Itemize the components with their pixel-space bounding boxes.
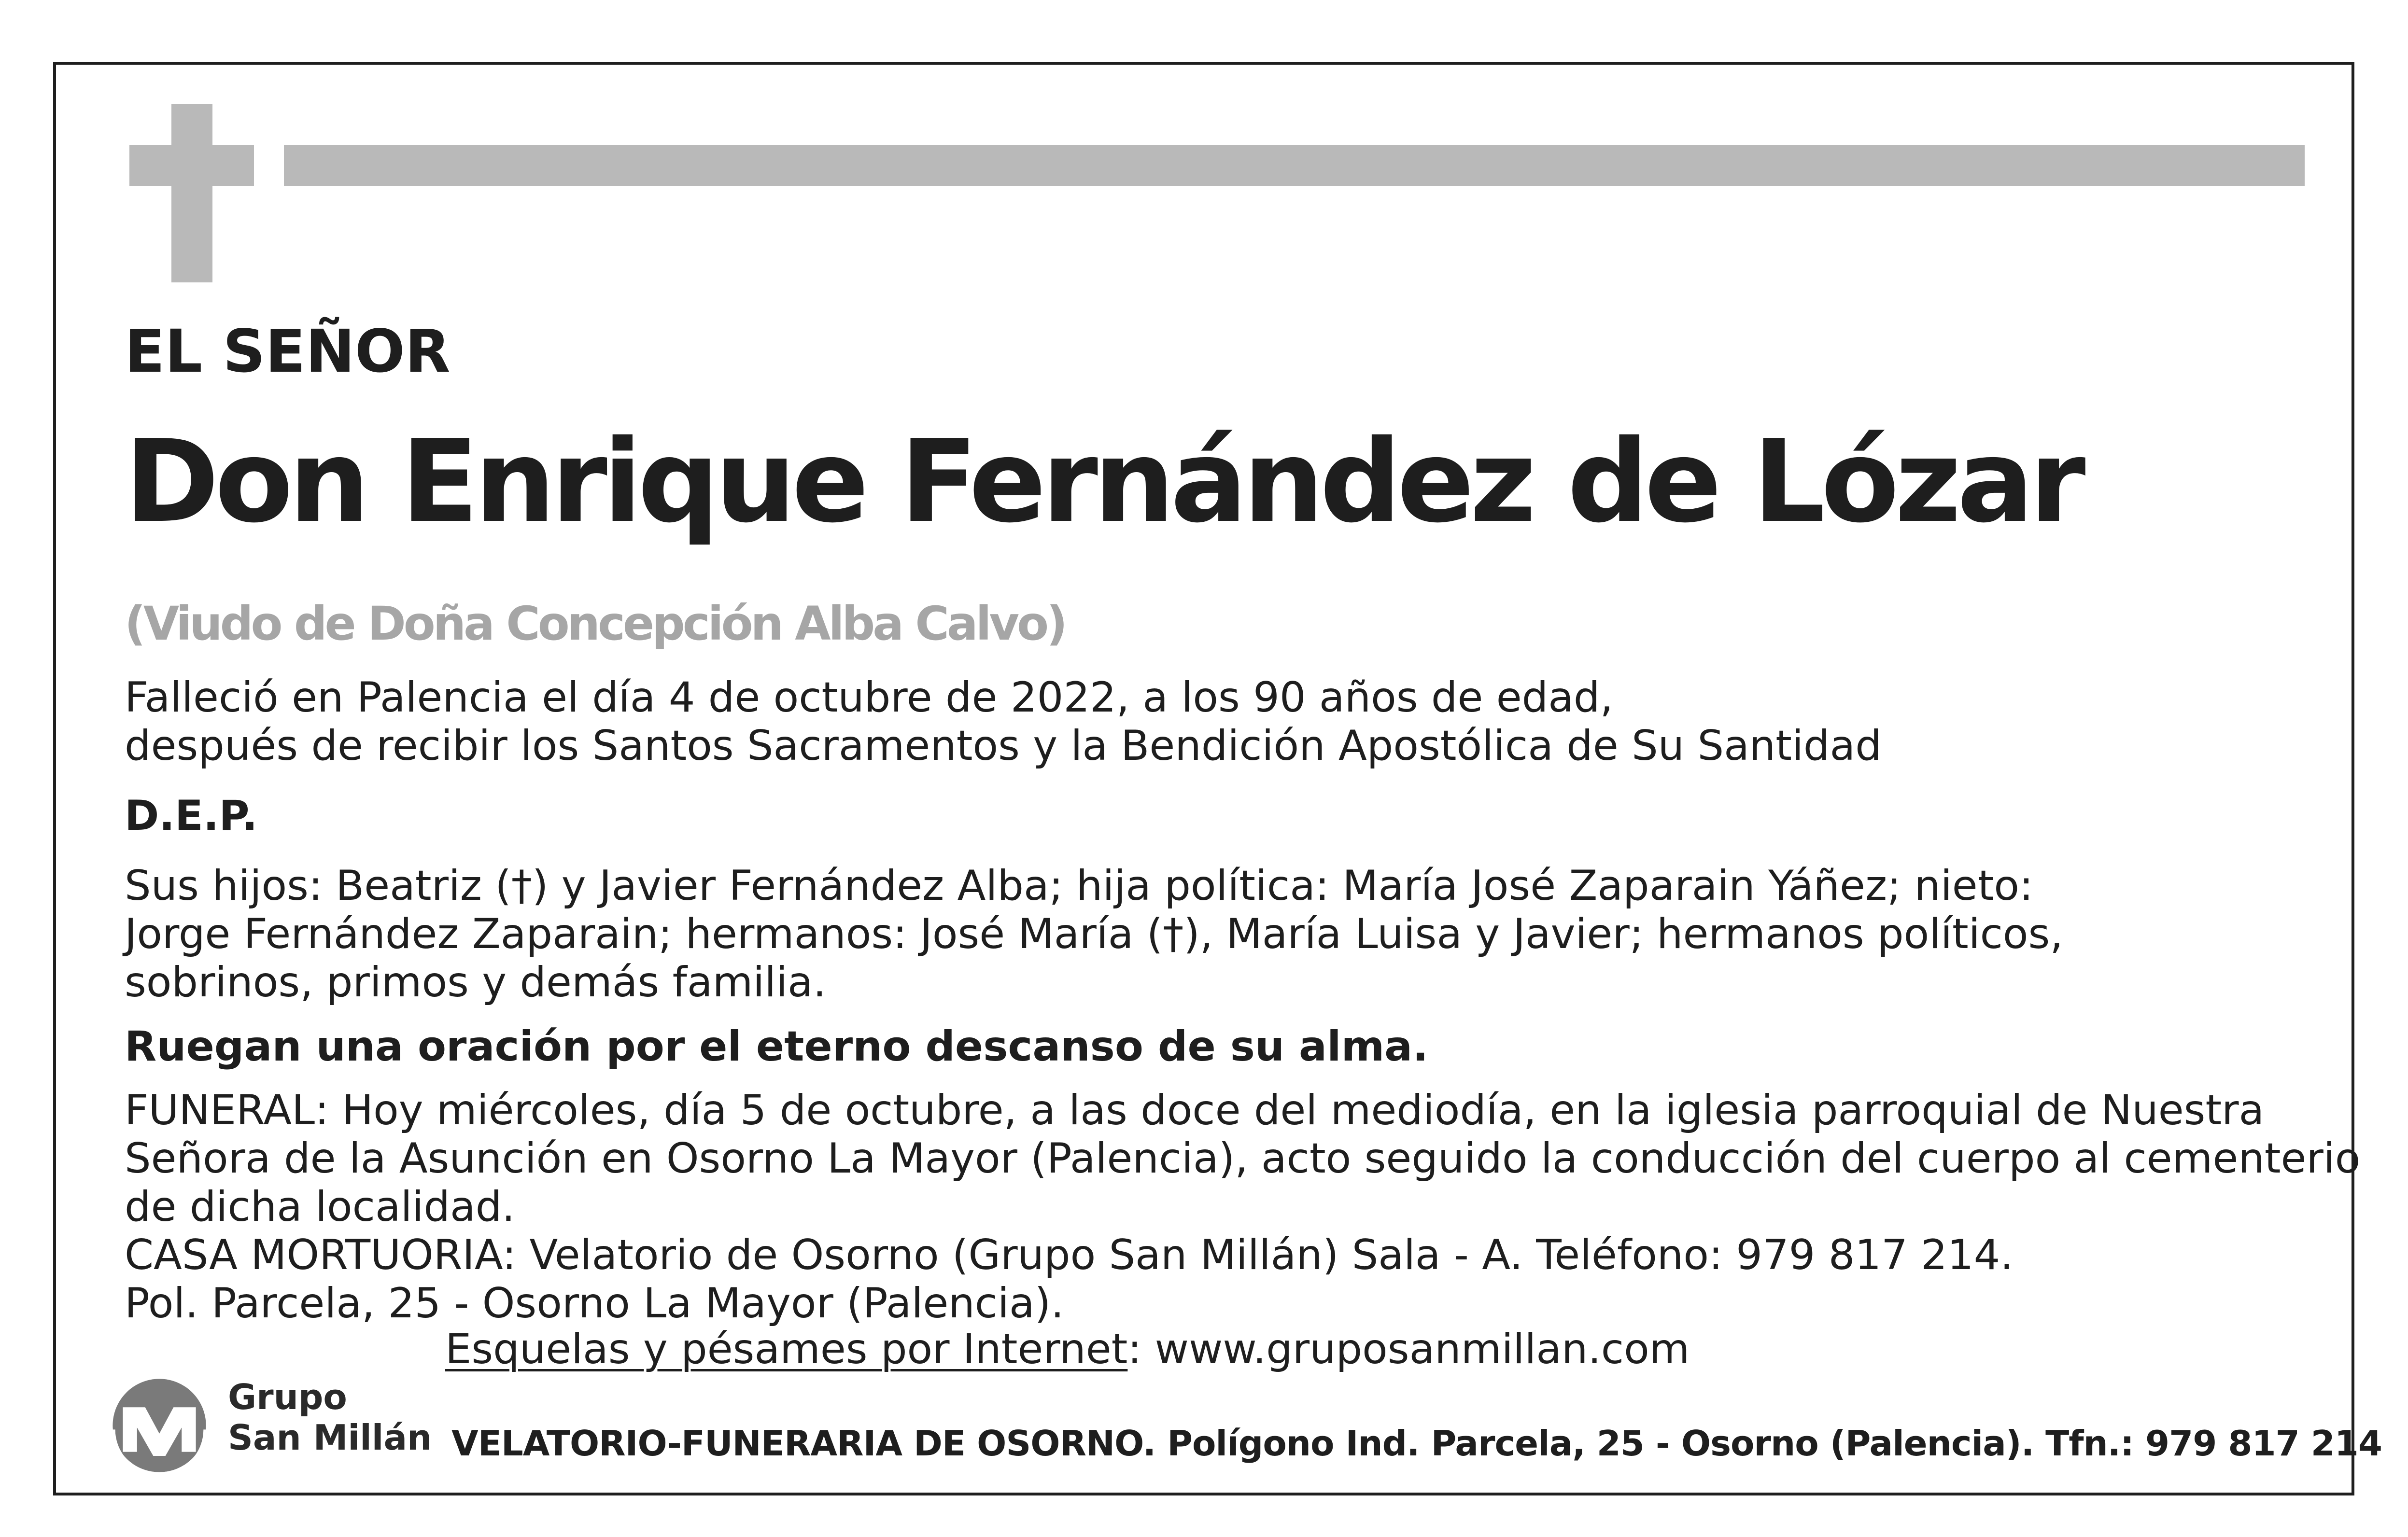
funeral-details: [125, 1086, 2360, 1327]
family-line: Sus hijos: Beatriz (†) y Javier Fernández Alba; hija política: María José Zaparain Yáñez; nieto:: [125, 862, 2034, 910]
logo-line-san-millan: San Millán: [228, 1417, 432, 1458]
notice-title: EL SEÑOR: [125, 317, 451, 386]
funeral-line: CASA MORTUORIA: Velatorio de Osorno (Grupo San Millán) Sala - A. Teléfono: 979 817 214.: [125, 1231, 2014, 1279]
deceased-name: Don Enrique Fernández de Lózar: [125, 415, 2082, 548]
cross-icon-arm: [129, 145, 254, 186]
spouse-subtitle: (Viudo de Doña Concepción Alba Calvo): [125, 597, 1065, 651]
cross-icon: [171, 104, 212, 282]
dep-label: D.E.P.: [125, 792, 258, 840]
internet-line: [445, 1325, 1690, 1373]
website-link[interactable]: www.gruposanmillan.com: [1141, 1325, 1690, 1373]
death-line: después de recibir los Santos Sacramentos y la Bendición Apostólica de Su Santidad: [125, 722, 1882, 770]
family-list: [125, 862, 2063, 1006]
death-line: Falleció en Palencia el día 4 de octubre de 2022, a los 90 años de edad,: [125, 673, 1613, 722]
funeral-home-footer: VELATORIO-FUNERARIA DE OSORNO. Polígono Ind. Parcela, 25 - Osorno (Palencia). Tfn.: 979 817 214: [451, 1423, 2382, 1464]
internet-separator: :: [1127, 1325, 1142, 1373]
death-details: [125, 673, 1882, 770]
family-line: Jorge Fernández Zaparain; hermanos: José María (†), María Luisa y Javier; hermanos políticos,: [125, 910, 2063, 958]
grupo-san-millan-logo: [109, 1375, 210, 1476]
family-line: sobrinos, primos y demás familia.: [125, 958, 827, 1006]
funeral-line: de dicha localidad.: [125, 1183, 515, 1231]
funeral-line: Pol. Parcela, 25 - Osorno La Mayor (Palencia).: [125, 1279, 1064, 1327]
top-rule: [284, 145, 2305, 186]
internet-label: Esquelas y pésames por Internet: [445, 1325, 1128, 1373]
funeral-line: FUNERAL: Hoy miércoles, día 5 de octubre, a las doce del mediodía, en la iglesia parroquial de Nuestra: [125, 1086, 2265, 1134]
funeral-line: Señora de la Asunción en Osorno La Mayor (Palencia), acto seguido la conducción del cuerpo al cementerio: [125, 1134, 2361, 1183]
logo-line-grupo: Grupo: [228, 1377, 347, 1417]
logo-wordmark: [228, 1377, 432, 1458]
prayer-request: Ruegan una oración por el eterno descanso de su alma.: [125, 1022, 1428, 1071]
